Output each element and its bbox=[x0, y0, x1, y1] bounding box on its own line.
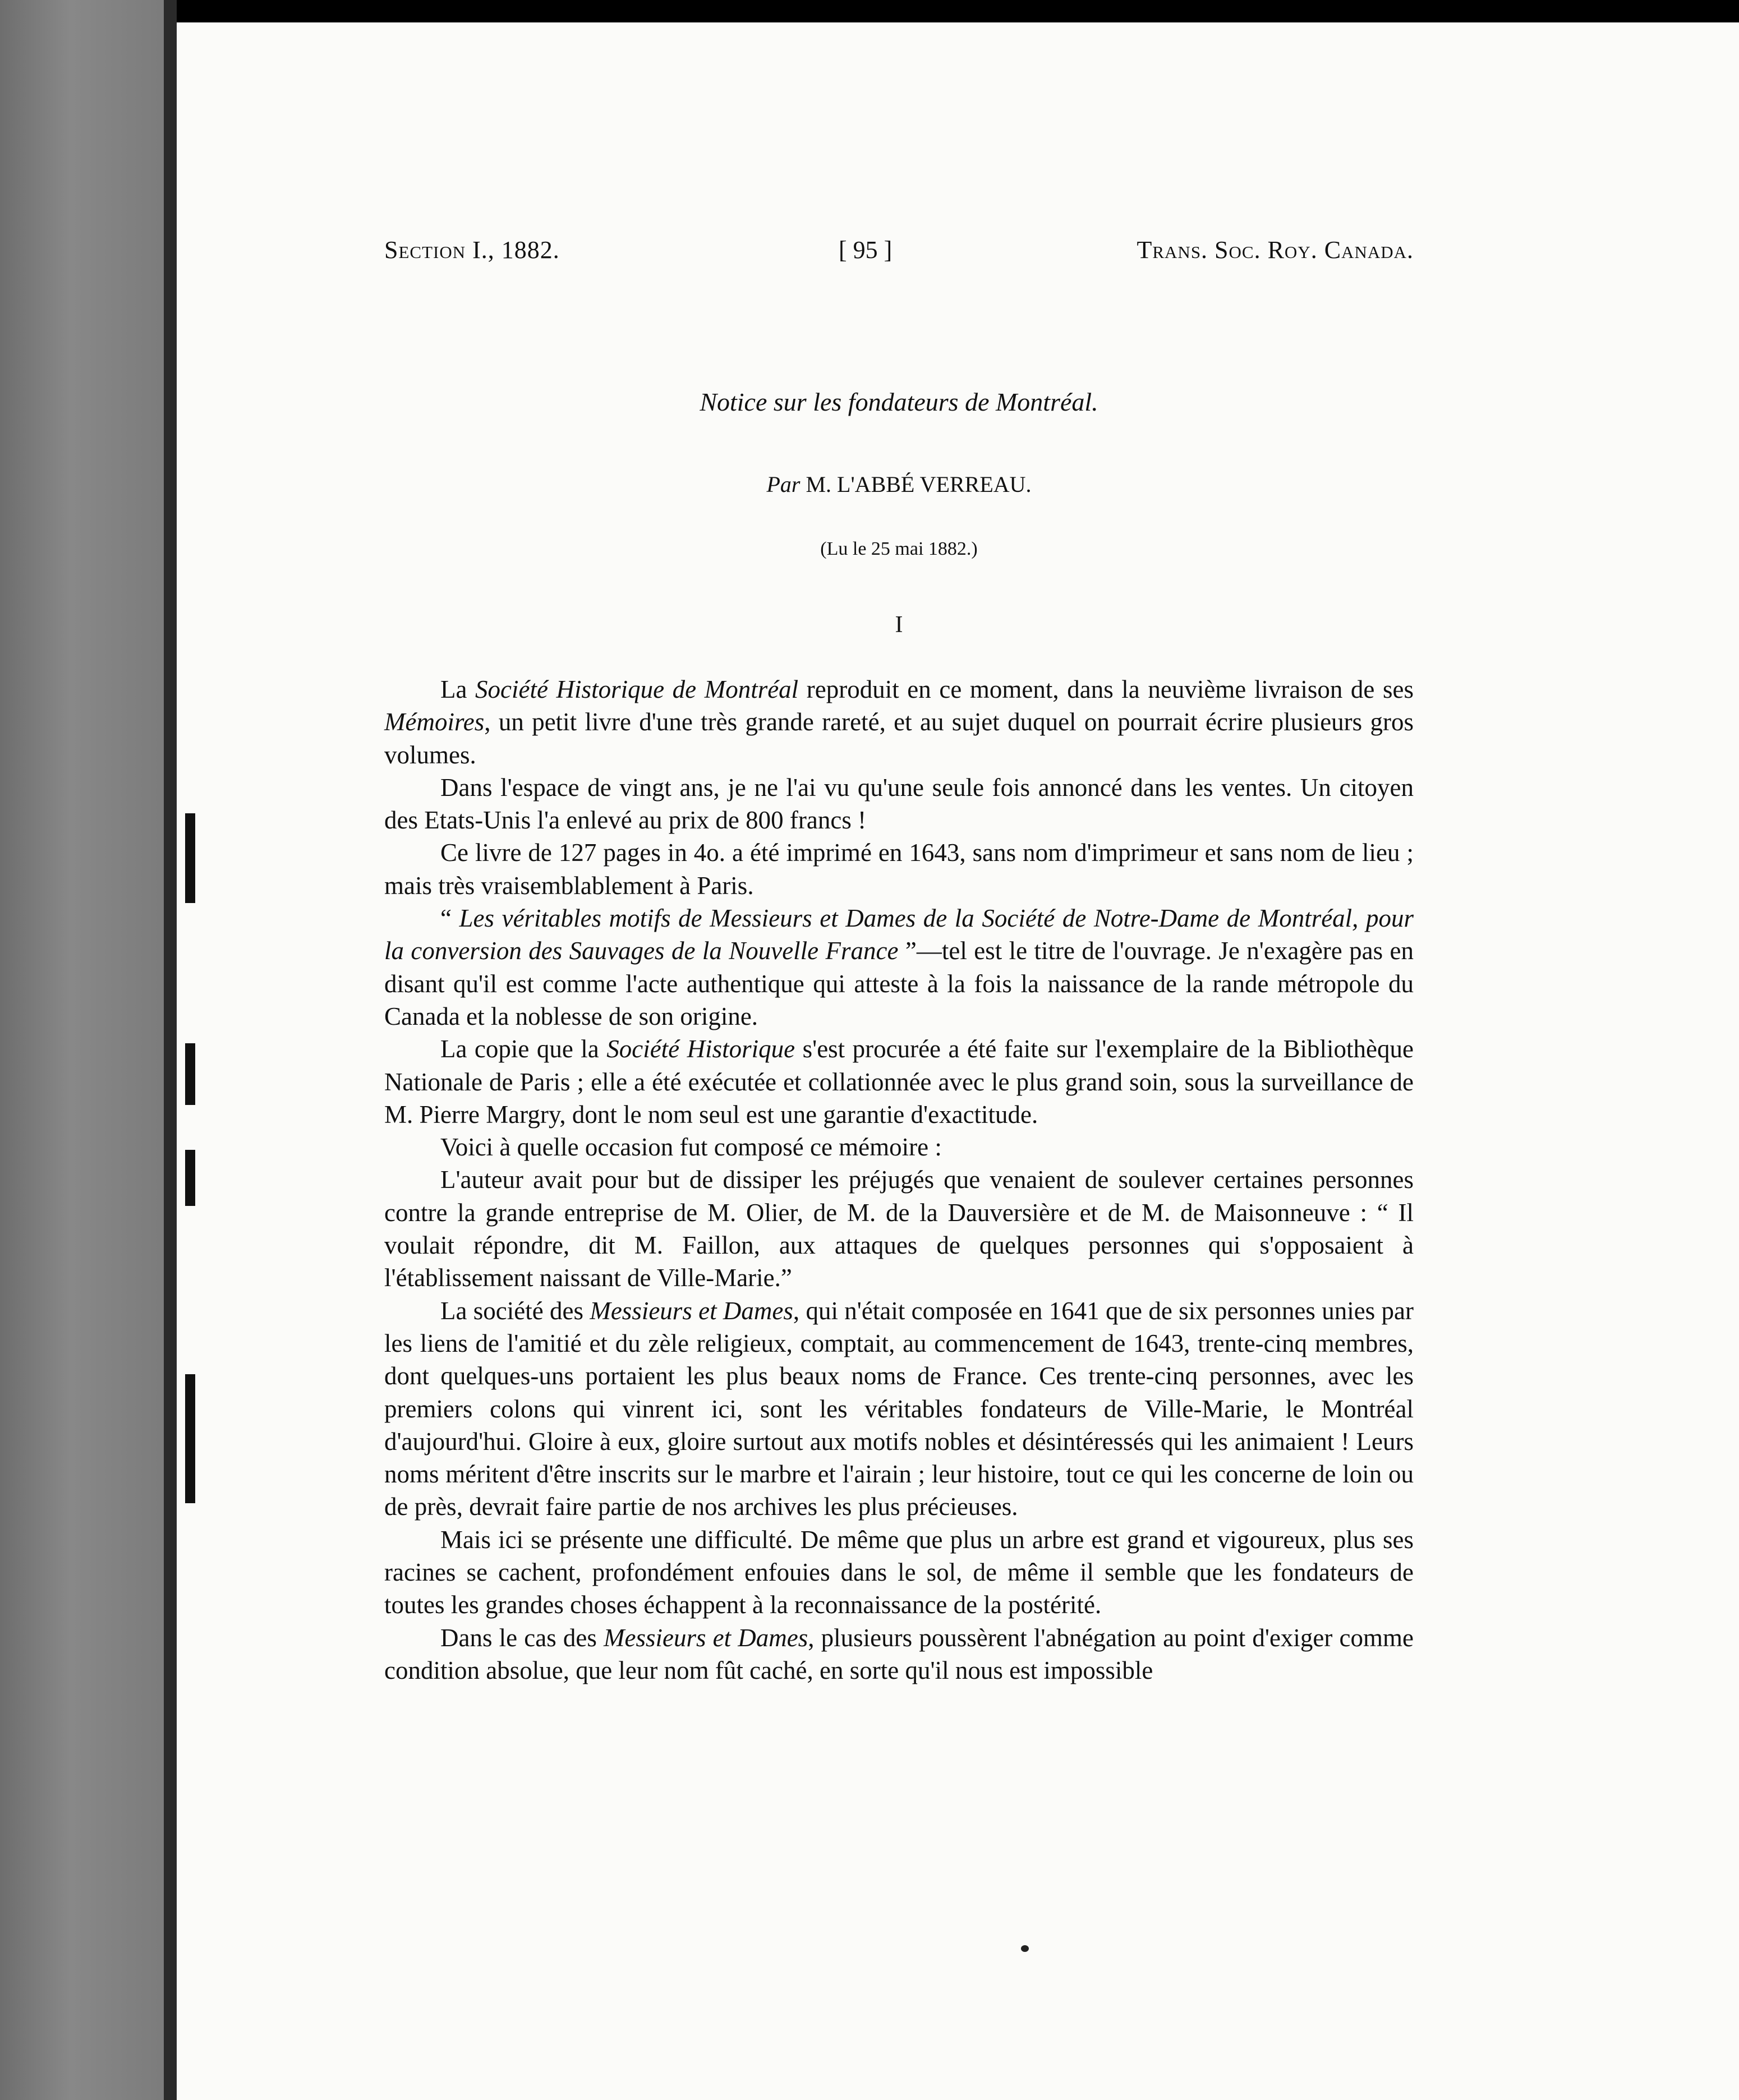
binding-strip bbox=[0, 0, 177, 2100]
paragraph: L'auteur avait pour but de dissiper les préjugés que venaient de soulever certaines personnes contre la grande entreprise de M. Olier, de M. de la Dauversière et de M. de Maisonneuve : “ Il voulait répondre, dit M. Faillon, aux attaques de quelques personnes qui s'opposaient à l'établissement naissant de Ville-Marie.” bbox=[384, 1166, 1414, 1292]
paragraph: La copie que la Société Historique s'est procurée a été faite sur l'exemplaire de la Bibliothèque Nationale de Paris ; elle a été exécutée et collationnée avec le plus grand soin, sous la surveillance de M. Pierre Margry, dont le nom seul est une garantie d'exactitude. bbox=[384, 1035, 1414, 1129]
binding-mark bbox=[185, 1043, 195, 1105]
paragraph: Ce livre de 127 pages in 4o. a été imprimé en 1643, sans nom d'imprimeur et sans nom de lieu ; mais très vraisemblablement à Paris. bbox=[384, 839, 1414, 900]
author-prefix: Par bbox=[766, 472, 801, 497]
author-line bbox=[384, 471, 1414, 498]
ink-speck bbox=[1021, 1945, 1029, 1952]
header-journal: Trans. Soc. Roy. Canada. bbox=[1137, 236, 1414, 264]
running-header bbox=[384, 236, 1414, 269]
paragraph: Dans le cas des Messieurs et Dames, plusieurs poussèrent l'abnégation au point d'exiger comme condition absolue, que leur nom fût caché, en sorte qu'il nous est impossible bbox=[384, 1623, 1414, 1684]
paragraph: La Société Historique de Montréal reproduit en ce moment, dans la neuvième livraison de ses Mémoires, un petit livre d'une très grande rareté, et au sujet duquel on pourrait écrire plusieurs gros volumes. bbox=[384, 675, 1414, 769]
paragraph: Dans l'espace de vingt ans, je ne l'ai vu qu'une seule fois annoncé dans les ventes. Un citoyen des Etats-Unis l'a enlevé au prix de 800 francs ! bbox=[384, 773, 1414, 835]
article-title: Notice sur les fondateurs de Montréal. bbox=[700, 388, 1098, 416]
paragraph: La société des Messieurs et Dames, qui n'était composée en 1641 que de six personnes unies par les liens de l'amitié et du zèle religieux, comptait, au commencement de 1643, trente-cinq membres, dont quelques-uns portaient les plus beaux noms de France. Ces trente-cinq personnes, avec les premiers colons qui vinrent ici, sont les véritables fondateurs de Ville-Marie, le Montréal d'aujourd'hui. Gloire à eux, gloire surtout aux motifs nobles et désintéressés qui les animaient ! Leurs noms méritent d'être inscrits sur le marbre et l'airain ; leur histoire, tout ce qui les concerne de loin ou de près, devrait faire partie de nos archives les plus précieuses. bbox=[384, 1296, 1414, 1521]
paragraph: “ Les véritables motifs de Messieurs et Dames de la Société de Notre-Dame de Montréal, pour la conversion des Sauvages de la Nouvelle France ”—tel est le titre de l'ouvrage. Je n'exagère pas en disant qu'il est comme l'acte authentique qui atteste à la fois la naissance de la rande métropole du Canada et la noblesse de son origine. bbox=[384, 904, 1414, 1030]
paragraph: Mais ici se présente une difficulté. De même que plus un arbre est grand et vigoureux, plus ses racines se cachent, profondément enfouies dans le sol, de même il semble que les fondateurs de toutes les grandes choses échappent à la reconnaissance de la postérité. bbox=[384, 1525, 1414, 1619]
author-name: M. L'ABBÉ VERREAU. bbox=[806, 472, 1032, 497]
paragraph: Voici à quelle occasion fut composé ce mémoire : bbox=[440, 1133, 942, 1162]
binding-mark bbox=[185, 1150, 195, 1206]
header-section: Section I., 1882. bbox=[384, 236, 560, 264]
reading-date: (Lu le 25 mai 1882.) bbox=[820, 538, 978, 559]
article-body bbox=[384, 673, 1414, 1687]
binding-mark bbox=[185, 1374, 195, 1503]
binding-edge bbox=[164, 0, 177, 2100]
page-number: [ 95 ] bbox=[839, 236, 892, 264]
section-numeral: I bbox=[895, 612, 903, 638]
binding-mark bbox=[185, 813, 195, 903]
scan-top-border bbox=[0, 0, 1739, 22]
